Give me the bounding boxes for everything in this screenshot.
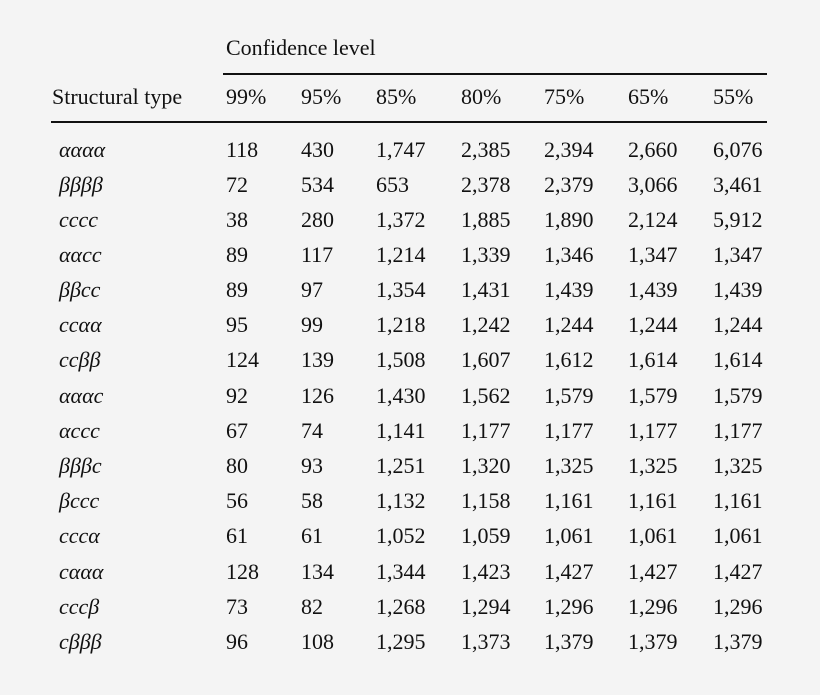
- table-row: [0, 170, 820, 205]
- value-cell: 1,242: [461, 312, 511, 337]
- value-cell: 1,579: [628, 383, 678, 408]
- table-row: [0, 345, 820, 380]
- structural-type-cell: βccc: [59, 488, 100, 513]
- column-header-row: [0, 82, 820, 117]
- value-cell: 1,339: [461, 242, 511, 267]
- value-cell: 72: [226, 172, 248, 197]
- value-cell: 1,562: [461, 383, 511, 408]
- value-cell: 1,427: [544, 559, 594, 584]
- structural-type-cell: αααα: [59, 137, 106, 162]
- table-row: [0, 557, 820, 592]
- column-header-80: 80%: [461, 84, 502, 109]
- value-cell: 1,379: [628, 629, 678, 654]
- structural-type-cell: ββββ: [59, 172, 103, 197]
- value-cell: 1,268: [376, 594, 426, 619]
- value-cell: 95: [226, 312, 248, 337]
- value-cell: 108: [301, 629, 334, 654]
- value-cell: 1,612: [544, 347, 594, 372]
- value-cell: 80: [226, 453, 248, 478]
- column-header-75: 75%: [544, 84, 585, 109]
- value-cell: 1,161: [628, 488, 678, 513]
- value-cell: 1,052: [376, 523, 426, 548]
- value-cell: 1,177: [544, 418, 594, 443]
- value-cell: 1,061: [544, 523, 594, 548]
- value-cell: 280: [301, 207, 334, 232]
- value-cell: 5,912: [713, 207, 763, 232]
- value-cell: 2,124: [628, 207, 678, 232]
- value-cell: 139: [301, 347, 334, 372]
- value-cell: 1,251: [376, 453, 426, 478]
- value-cell: 99: [301, 312, 323, 337]
- value-cell: 1,296: [628, 594, 678, 619]
- value-cell: 73: [226, 594, 248, 619]
- structural-type-cell: αccc: [59, 418, 100, 443]
- value-cell: 56: [226, 488, 248, 513]
- column-header-55: 55%: [713, 84, 754, 109]
- value-cell: 128: [226, 559, 259, 584]
- value-cell: 89: [226, 277, 248, 302]
- header-rule: [51, 121, 767, 123]
- structural-type-cell: cααα: [59, 559, 104, 584]
- value-cell: 61: [301, 523, 323, 548]
- value-cell: 1,244: [544, 312, 594, 337]
- value-cell: 1,294: [461, 594, 511, 619]
- value-cell: 93: [301, 453, 323, 478]
- value-cell: 1,325: [713, 453, 763, 478]
- table-row: [0, 521, 820, 556]
- structural-type-cell: ccββ: [59, 347, 101, 372]
- value-cell: 1,214: [376, 242, 426, 267]
- value-cell: 2,394: [544, 137, 594, 162]
- value-cell: 1,379: [544, 629, 594, 654]
- value-cell: 430: [301, 137, 334, 162]
- column-header-85: 85%: [376, 84, 417, 109]
- value-cell: 1,177: [461, 418, 511, 443]
- table-row: [0, 205, 820, 240]
- value-cell: 89: [226, 242, 248, 267]
- value-cell: 1,439: [544, 277, 594, 302]
- structural-type-cell: cβββ: [59, 629, 102, 654]
- value-cell: 1,885: [461, 207, 511, 232]
- value-cell: 1,325: [544, 453, 594, 478]
- value-cell: 58: [301, 488, 323, 513]
- value-cell: 1,379: [713, 629, 763, 654]
- value-cell: 3,461: [713, 172, 763, 197]
- structural-type-cell: ααcc: [59, 242, 102, 267]
- value-cell: 1,158: [461, 488, 511, 513]
- value-cell: 1,347: [628, 242, 678, 267]
- value-cell: 61: [226, 523, 248, 548]
- column-header-99: 99%: [226, 84, 267, 109]
- value-cell: 1,614: [628, 347, 678, 372]
- value-cell: 97: [301, 277, 323, 302]
- value-cell: 3,066: [628, 172, 678, 197]
- value-cell: 1,747: [376, 137, 426, 162]
- value-cell: 1,296: [713, 594, 763, 619]
- value-cell: 653: [376, 172, 409, 197]
- value-cell: 1,347: [713, 242, 763, 267]
- value-cell: 1,059: [461, 523, 511, 548]
- table-row: [0, 275, 820, 310]
- value-cell: 1,061: [628, 523, 678, 548]
- value-cell: 82: [301, 594, 323, 619]
- table-row: [0, 592, 820, 627]
- value-cell: 1,141: [376, 418, 426, 443]
- value-cell: 2,378: [461, 172, 511, 197]
- value-cell: 1,890: [544, 207, 594, 232]
- value-cell: 96: [226, 629, 248, 654]
- value-cell: 1,579: [713, 383, 763, 408]
- value-cell: 1,354: [376, 277, 426, 302]
- value-cell: 2,385: [461, 137, 511, 162]
- value-cell: 1,244: [713, 312, 763, 337]
- value-cell: 1,244: [628, 312, 678, 337]
- table-row: [0, 451, 820, 486]
- value-cell: 1,325: [628, 453, 678, 478]
- value-cell: 124: [226, 347, 259, 372]
- value-cell: 1,430: [376, 383, 426, 408]
- value-cell: 1,161: [544, 488, 594, 513]
- value-cell: 1,346: [544, 242, 594, 267]
- value-cell: 2,660: [628, 137, 678, 162]
- value-cell: 67: [226, 418, 248, 443]
- value-cell: 1,427: [713, 559, 763, 584]
- value-cell: 1,431: [461, 277, 511, 302]
- structural-type-cell: cccc: [59, 207, 99, 232]
- value-cell: 1,061: [713, 523, 763, 548]
- value-cell: 534: [301, 172, 334, 197]
- value-cell: 1,177: [628, 418, 678, 443]
- structural-type-cell: ccαα: [59, 312, 102, 337]
- structural-type-cell: ββcc: [59, 277, 101, 302]
- value-cell: 1,373: [461, 629, 511, 654]
- value-cell: 1,607: [461, 347, 511, 372]
- table-row: [0, 416, 820, 451]
- value-cell: 1,439: [713, 277, 763, 302]
- group-header-rule: [223, 73, 767, 75]
- value-cell: 1,296: [544, 594, 594, 619]
- value-cell: 1,508: [376, 347, 426, 372]
- value-cell: 92: [226, 383, 248, 408]
- value-cell: 6,076: [713, 137, 763, 162]
- value-cell: 1,161: [713, 488, 763, 513]
- value-cell: 1,218: [376, 312, 426, 337]
- structural-type-cell: αααc: [59, 383, 104, 408]
- table-row: [0, 240, 820, 275]
- value-cell: 38: [226, 207, 248, 232]
- value-cell: 117: [301, 242, 334, 267]
- table-row: [0, 627, 820, 662]
- structural-type-cell: cccβ: [59, 594, 100, 619]
- column-header-95: 95%: [301, 84, 342, 109]
- value-cell: 1,344: [376, 559, 426, 584]
- value-cell: 1,320: [461, 453, 511, 478]
- value-cell: 134: [301, 559, 334, 584]
- value-cell: 2,379: [544, 172, 594, 197]
- value-cell: 126: [301, 383, 334, 408]
- table-row: [0, 486, 820, 521]
- table-row: [0, 310, 820, 345]
- value-cell: 1,177: [713, 418, 763, 443]
- value-cell: 1,295: [376, 629, 426, 654]
- value-cell: 1,423: [461, 559, 511, 584]
- structural-type-cell: βββc: [59, 453, 102, 478]
- column-header-structural-type: Structural type: [52, 84, 183, 109]
- value-cell: 1,614: [713, 347, 763, 372]
- value-cell: 74: [301, 418, 323, 443]
- value-cell: 1,439: [628, 277, 678, 302]
- value-cell: 1,132: [376, 488, 426, 513]
- value-cell: 118: [226, 137, 259, 162]
- structural-type-cell: cccα: [59, 523, 100, 548]
- value-cell: 1,579: [544, 383, 594, 408]
- column-header-65: 65%: [628, 84, 669, 109]
- table-row: [0, 135, 820, 170]
- value-cell: 1,372: [376, 207, 426, 232]
- confidence-level-header: Confidence level: [226, 35, 376, 60]
- table-row: [0, 381, 820, 416]
- value-cell: 1,427: [628, 559, 678, 584]
